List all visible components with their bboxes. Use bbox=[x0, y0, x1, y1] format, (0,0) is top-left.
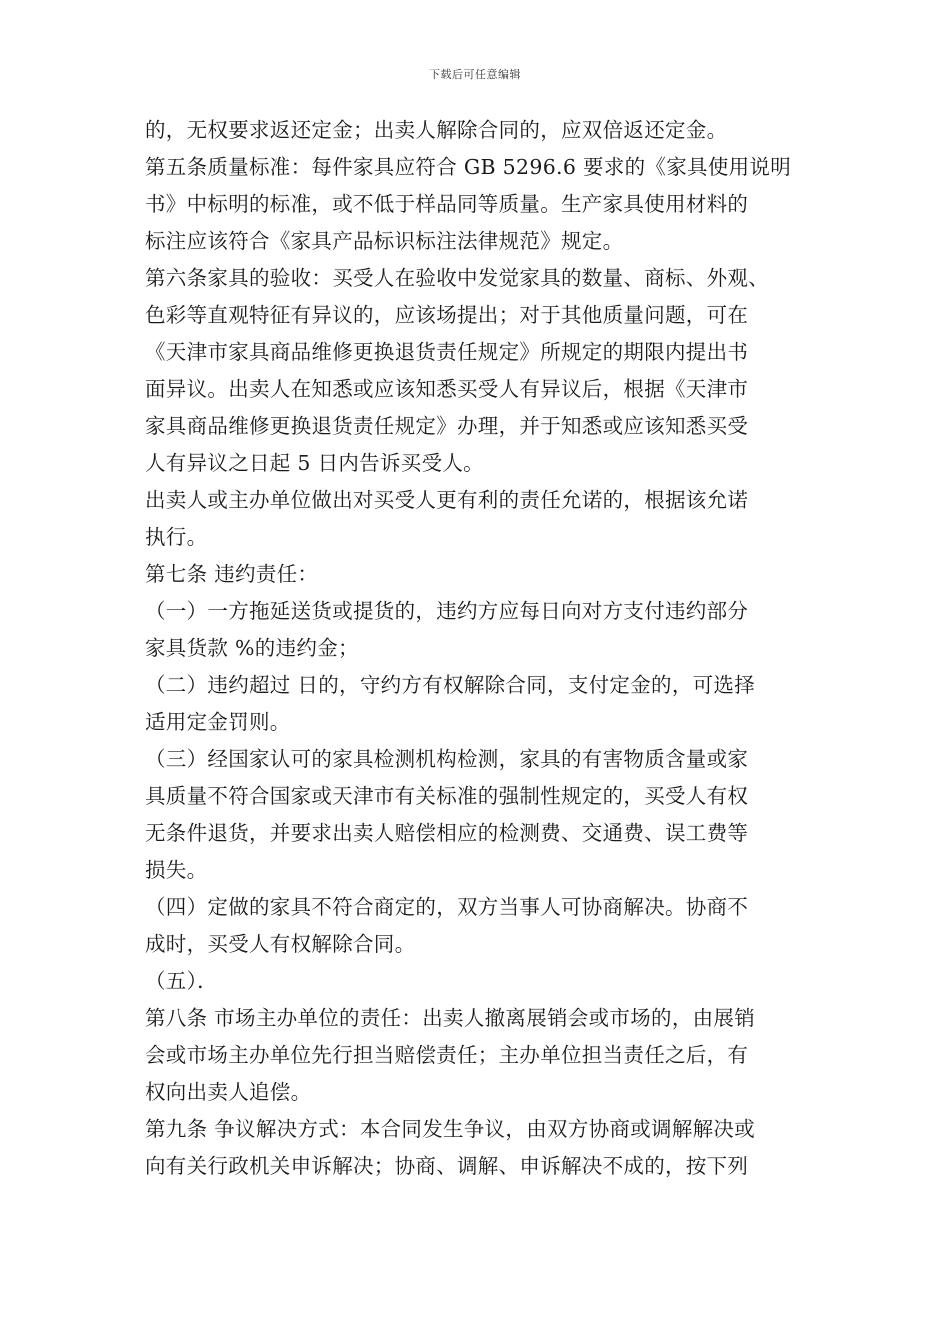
page-header: 下载后可任意编辑 bbox=[429, 68, 521, 81]
text-line: 执行。 bbox=[145, 525, 208, 549]
text-line: 权向出卖人追偿。 bbox=[145, 1080, 312, 1104]
text-line: 标注应该符合《家具产品标识标注法律规范》规定。 bbox=[145, 229, 624, 253]
text-line: 损失。 bbox=[145, 858, 208, 882]
text-line: 人有异议之日起 5 日内告诉买受人。 bbox=[145, 451, 484, 475]
text-line: 出卖人或主办单位做出对买受人更有利的责任允诺的，根据该允诺 bbox=[145, 488, 749, 512]
document-body bbox=[145, 112, 815, 1185]
text-line: 无条件退货，并要求出卖人赔偿相应的检测费、交通费、误工费等 bbox=[145, 821, 749, 845]
text-line: 面异议。出卖人在知悉或应该知悉买受人有异议后，根据《天津市 bbox=[145, 377, 749, 401]
text-line: 《天津市家具商品维修更换退货责任规定》所规定的期限内提出书 bbox=[145, 340, 749, 364]
text-line: 第七条 违约责任： bbox=[145, 562, 319, 586]
text-line: 适用定金罚则。 bbox=[145, 710, 291, 734]
text-line: （二）违约超过 日的，守约方有权解除合同，支付定金的，可选择 bbox=[145, 673, 756, 697]
text-line: 第五条质量标准：每件家具应符合 GB 5296.6 要求的《家具使用说明 bbox=[145, 155, 792, 179]
text-line: （三）经国家认可的家具检测机构检测，家具的有害物质含量或家 bbox=[145, 747, 749, 771]
text-line: 向有关行政机关申诉解决；协商、调解、申诉解决不成的，按下列 bbox=[145, 1154, 749, 1178]
text-line: 的，无权要求返还定金；出卖人解除合同的，应双倍返还定金。 bbox=[145, 118, 728, 142]
text-line: 第九条 争议解决方式：本合同发生争议，由双方协商或调解解决或 bbox=[145, 1117, 756, 1141]
text-line: （五）． bbox=[145, 969, 218, 993]
text-line: 家具货款 %的违约金； bbox=[145, 636, 359, 660]
text-line: 会或市场主办单位先行担当赔偿责任；主办单位担当责任之后，有 bbox=[145, 1043, 749, 1067]
text-line: 具质量不符合国家或天津市有关标准的强制性规定的，买受人有权 bbox=[145, 784, 749, 808]
text-line: （一）一方拖延送货或提货的，违约方应每日向对方支付违约部分 bbox=[145, 599, 749, 623]
text-line: 书》中标明的标准，或不低于样品同等质量。生产家具使用材料的 bbox=[145, 192, 749, 216]
text-line: 第八条 市场主办单位的责任：出卖人撤离展销会或市场的，由展销 bbox=[145, 1006, 756, 1030]
text-line: 第六条家具的验收：买受人在验收中发觉家具的数量、商标、外观、 bbox=[145, 266, 769, 290]
text-line: 家具商品维修更换退货责任规定》办理，并于知悉或应该知悉买受 bbox=[145, 414, 749, 438]
text-line: 成时，买受人有权解除合同。 bbox=[145, 932, 416, 956]
text-line: 色彩等直观特征有异议的，应该场提出；对于其他质量问题，可在 bbox=[145, 303, 749, 327]
text-line: （四）定做的家具不符合商定的，双方当事人可协商解决。协商不 bbox=[145, 895, 749, 919]
